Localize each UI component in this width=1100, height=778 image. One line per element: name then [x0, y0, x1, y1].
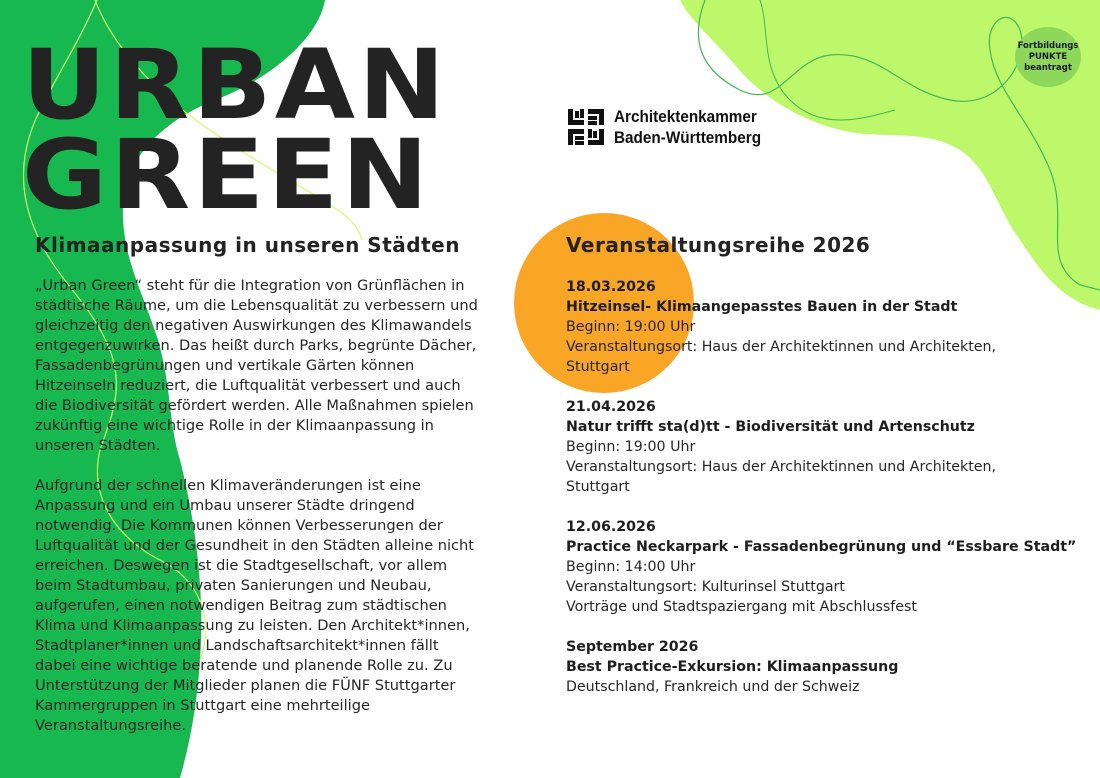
event-program: Vorträge und Stadtspaziergang mit Abschlussfest — [566, 599, 917, 615]
event-location: Veranstaltungsort: Haus der Architektinnen und Architekten, — [566, 339, 997, 355]
event-item — [566, 397, 1066, 497]
event-name: Practice Neckarpark - Fassadenbegrünung und “Essbare Stadt” — [566, 539, 1077, 555]
event-list — [566, 277, 1077, 717]
intro-text — [35, 276, 480, 756]
architektenkammer-logo — [566, 106, 777, 148]
title-line-2: GREEN — [22, 119, 432, 231]
event-date: 21.04.2026 — [566, 399, 656, 415]
event-name: Hitzeinsel- Klimaangepasstes Bauen in der Stadt — [566, 299, 958, 315]
title-line-1: URBAN — [22, 29, 449, 141]
logo-line-1: Architektenkammer — [614, 107, 757, 126]
logo-line-2: Baden-Württemberg — [614, 128, 762, 147]
event-item — [566, 637, 1066, 697]
event-item — [566, 517, 1077, 617]
event-name: Best Practice-Exkursion: Klimaanpassung — [566, 659, 899, 675]
event-location: Deutschland, Frankreich und der Schweiz — [566, 679, 860, 695]
badge-line-3: beantragt — [1024, 62, 1072, 73]
logo-text — [614, 106, 761, 148]
event-city: Stuttgart — [566, 359, 630, 375]
event-location: Veranstaltungsort: Haus der Architektinnen und Architekten, — [566, 459, 997, 475]
event-name: Natur trifft sta(d)tt - Biodiversität und Artenschutz — [566, 419, 975, 435]
event-start: Beginn: 19:00 Uhr — [566, 319, 696, 335]
event-location: Veranstaltungsort: Kulturinsel Stuttgart — [566, 579, 845, 595]
event-start: Beginn: 14:00 Uhr — [566, 559, 696, 575]
intro-paragraph-1: „Urban Green“ steht für die Integration von Grünflächen in städtische Räume, um die Lebensqualität zu verbessern und gleichzeitig den negativen Auswirkungen des Klimawandels entgegenzuwirken. Das heißt durch Parks, begrünte Dächer, Fassadenbegrünungen und vertikale Gärten können Hitzeinseln reduziert, die Luftqualität verbessert und auch die Biodiversität gefördert werden. Alle Maßnahmen spielen zukünftig eine wichtige Rolle in der Klimaanpassung in unseren Städten. — [35, 277, 478, 454]
page-title — [22, 29, 449, 231]
event-date: 12.06.2026 — [566, 519, 656, 535]
fortbildungspunkte-badge — [1015, 27, 1081, 87]
event-start: Beginn: 19:00 Uhr — [566, 439, 696, 455]
badge-line-1: Fortbildungs — [1017, 40, 1079, 51]
event-date: September 2026 — [566, 639, 699, 655]
event-date: 18.03.2026 — [566, 279, 656, 295]
event-city: Stuttgart — [566, 479, 630, 495]
intro-paragraph-2: Aufgrund der schnellen Klimaveränderungen ist eine Anpassung und ein Umbau unserer Städte dringend notwendig. Die Kommunen können Verbesserungen der Luftqualität und der Gesundheit in den Städten alleine nicht erreichen. Deswegen ist die Stadtgesellschaft, vor allem beim Stadtumbau, privaten Sanierungen und Neubau, aufgerufen, einen notwendigen Beitrag zum städtischen Klima und Klimaanpassung zu leisten. Den Architekt*innen, Stadtplaner*innen und Landschaftsarchitekt*innen fällt dabei eine wichtige beratende und planende Rolle zu. Zu Unterstützung der Mitglieder planen die FÜNF Stuttgarter Kammergruppen in Stuttgart eine mehrteilige Veranstaltungsreihe. — [35, 477, 475, 734]
series-title: Veranstaltungsreihe 2026 — [566, 233, 871, 257]
architektenkammer-logo-icon — [566, 107, 606, 147]
badge-line-2: PUNKTE — [1028, 51, 1068, 62]
event-item — [566, 277, 1066, 377]
subtitle: Klimaanpassung in unseren Städten — [35, 233, 460, 257]
